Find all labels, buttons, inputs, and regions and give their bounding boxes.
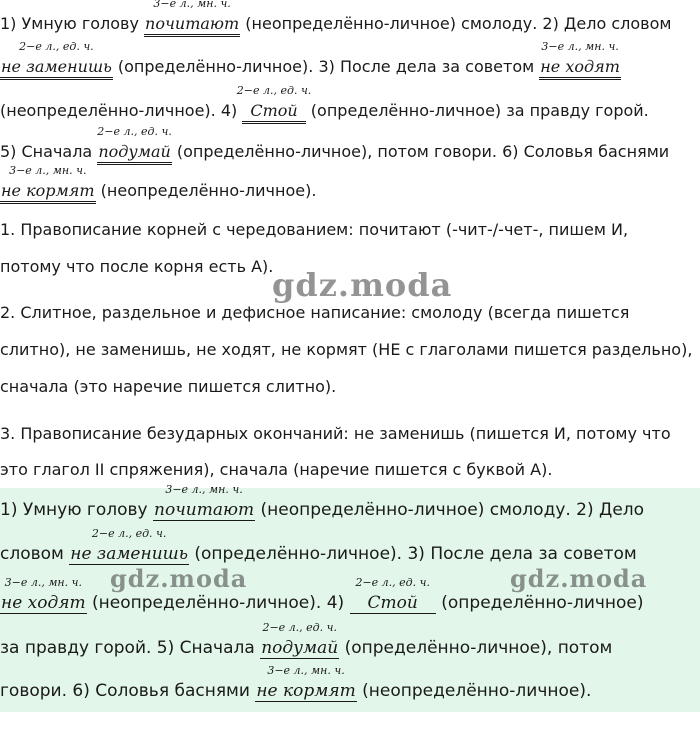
top-line-3: (неопределённо-личное). 4) 2−е л., ед. ч. Стой (определённо-личное) за правду горой. — [0, 101, 649, 124]
predicate-word: 3−е л., мн. ч. почитают — [154, 483, 255, 520]
grammar-note: 3−е л., мн. ч. — [165, 483, 243, 496]
predicate-word: 3−е л., мн. ч. не кормят — [256, 664, 356, 701]
predicate-word: 3−е л., мн. ч. не кормят — [0, 181, 96, 204]
grammar-note: 2−е л., ед. ч. — [97, 125, 172, 138]
grammar-note: 3−е л., мн. ч. — [4, 576, 83, 589]
grammar-note: 3−е л., мн. ч. — [9, 164, 87, 177]
note-3a: 3. Правописание безударных окончаний: не заменишь (пишется И, потому что — [0, 424, 671, 443]
top-line-2: 2−е л., ед. ч. не заменишь (определённо-личное). 3) После дела за советом 3−е л., мн. ч. не ходят — [0, 57, 621, 80]
predicate-word: 2−е л., ед. ч. Стой — [350, 593, 436, 614]
bottom-line-2: словом 2−е л., ед. ч. не заменишь (определённо-личное). 3) После дела за советом — [0, 527, 637, 564]
top-line-1: 1) Умную голову 3−е л., мн. ч. почитают (неопределённо-личное) смолоду. 2) Дело словом — [0, 14, 671, 37]
predicate-word: 2−е л., ед. ч. подумай — [97, 142, 171, 165]
watermark: gdz.moda — [510, 564, 648, 593]
grammar-note: 2−е л., ед. ч. — [355, 576, 430, 589]
bottom-line-5: говори. 6) Соловья баснями 3−е л., мн. ч. не кормят (неопределённо-личное). — [0, 664, 592, 701]
grammar-note: 3−е л., мн. ч. — [153, 0, 231, 10]
predicate-word: 2−е л., ед. ч. не заменишь — [70, 527, 188, 564]
note-3b: это глагол II спряжения), сначала (наречие пишется с буквой А). — [0, 460, 553, 479]
predicate-word: 3−е л., мн. ч. почитают — [144, 14, 240, 37]
note-1b: потому что после корня есть А). — [0, 257, 274, 276]
watermark: gdz.moda — [272, 266, 453, 304]
note-2c: сначала (это наречие пишется слитно). — [0, 377, 337, 396]
grammar-note: 3−е л., мн. ч. — [267, 664, 345, 677]
top-line-4: 5) Сначала 2−е л., ед. ч. подумай (определённо-личное), потом говори. 6) Соловья баснями — [0, 142, 669, 165]
predicate-word: 2−е л., ед. ч. Стой — [242, 101, 305, 124]
predicate-word: 2−е л., ед. ч. не заменишь — [0, 57, 113, 80]
grammar-note: 2−е л., ед. ч. — [91, 527, 167, 540]
grammar-note: 2−е л., ед. ч. — [19, 40, 94, 53]
bottom-line-3: 3−е л., мн. ч. не ходят (неопределённо-личное). 4) 2−е л., ед. ч. Стой (определённо-личное) — [1, 576, 644, 613]
predicate-word: 2−е л., ед. ч. подумай — [261, 621, 339, 658]
bottom-line-1: 1) Умную голову 3−е л., мн. ч. почитают (неопределённо-личное) смолоду. 2) Дело — [0, 483, 645, 520]
predicate-word: 3−е л., мн. ч. не ходят — [1, 576, 86, 613]
note-1a: 1. Правописание корней с чередованием: почитают (-чит-/-чет-, пишем И, — [0, 220, 629, 239]
predicate-word: 3−е л., мн. ч. не ходят — [539, 57, 621, 80]
note-2b: слитно), не заменишь, не ходят, не кормят (НЕ с глаголами пишется раздельно), — [0, 340, 693, 359]
note-2a: 2. Слитное, раздельное и дефисное написание: смолоду (всегда пишется — [0, 303, 630, 322]
top-line-5: 3−е л., мн. ч. не кормят (неопределённо-личное). — [0, 181, 316, 204]
grammar-note: 2−е л., ед. ч. — [262, 621, 337, 634]
watermark: gdz.moda — [110, 564, 248, 593]
grammar-note: 2−е л., ед. ч. — [236, 84, 312, 97]
bottom-line-4: за правду горой. 5) Сначала 2−е л., ед. ч. подумай (определённо-личное), потом — [0, 621, 613, 658]
grammar-note: 3−е л., мн. ч. — [541, 40, 619, 53]
